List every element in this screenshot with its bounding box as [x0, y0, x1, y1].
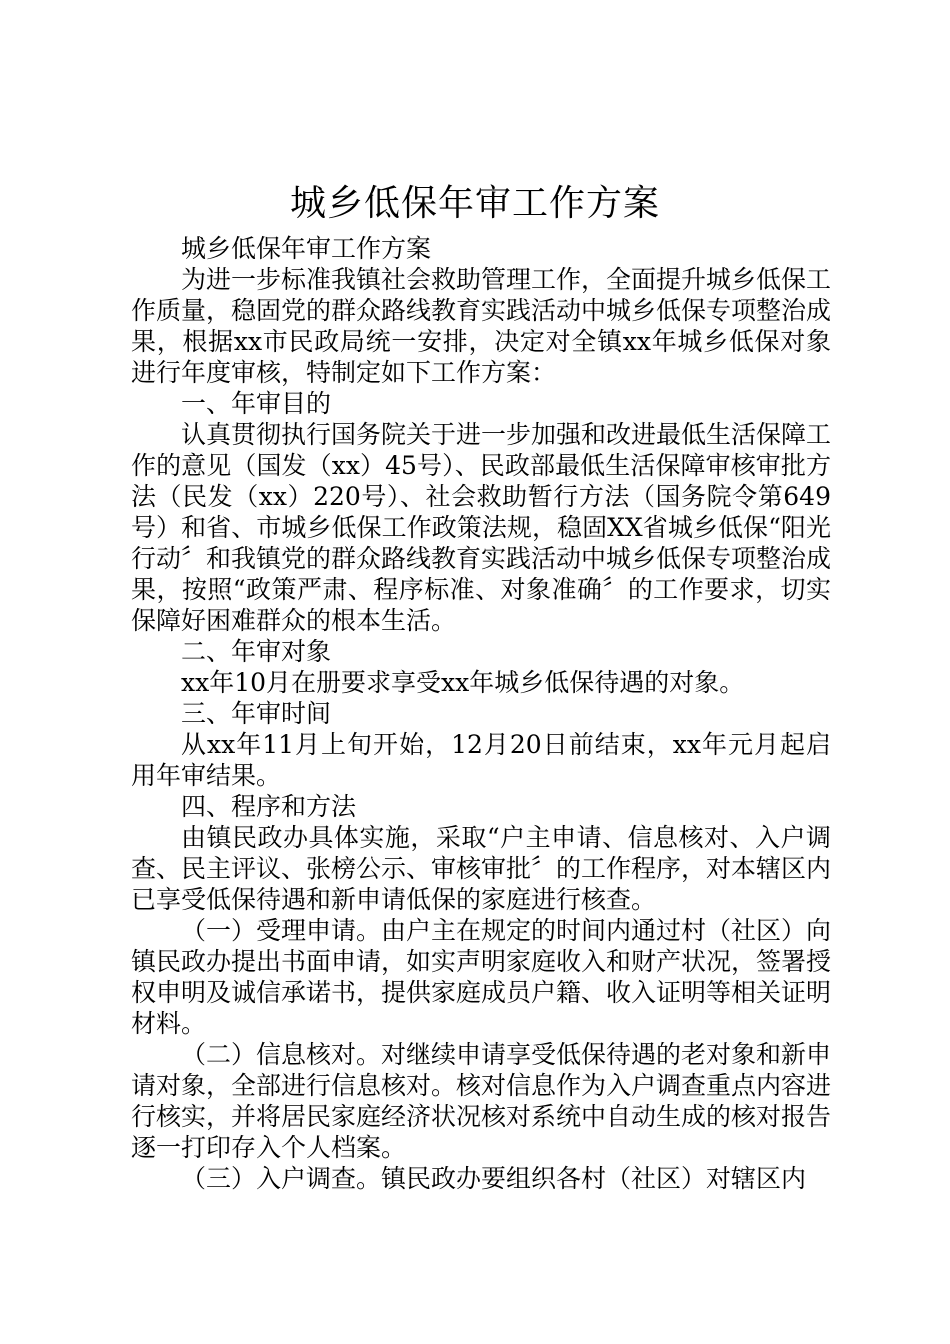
paragraph-intro: 为进一步标准我镇社会救助管理工作，全面提升城乡低保工作质量，稳固党的群众路线教育实践活动中城乡低保专项整治成果，根据xx市民政局统一安排，决定对全镇xx年城乡低保对象进行年度审核，特制定如下工作方案：: [131, 265, 832, 387]
paragraph-time: 从xx年11月上旬开始，12月20日前结束，xx年元月起启用年审结果。: [131, 730, 831, 790]
paragraph-target: xx年10月在册要求享受xx年城乡低保待遇的对象。: [181, 668, 745, 697]
paragraph-step-2: （二）信息核对。对继续申请享受低保待遇的老对象和新申请对象，全部进行信息核对。核对信息作为入户调查重点内容进行核实，并将居民家庭经济状况核对系统中自动生成的核对报告逐一打印存入个人档案。: [131, 1040, 832, 1162]
paragraph-procedure: 由镇民政办具体实施，采取“户主申请、信息核对、入户调查、民主评议、张榜公示、审核审批〞的工作程序，对本辖区内已享受低保待遇和新申请低保的家庭进行核查。: [131, 823, 832, 914]
section-heading-purpose: 一、年审目的: [181, 389, 332, 418]
section-heading-target: 二、年审对象: [181, 637, 332, 666]
document-body: [131, 233, 831, 1194]
section-heading-procedure: 四、程序和方法: [181, 792, 357, 821]
section-heading-time: 三、年审时间: [181, 699, 332, 728]
paragraph-step-3: （三）入户调查。镇民政办要组织各村（社区）对辖区内: [181, 1164, 807, 1193]
document-title: 城乡低保年审工作方案: [289, 183, 660, 224]
paragraph-purpose: 认真贯彻执行国务院关于进一步加强和改进最低生活保障工作的意见（国发（xx）45号）、民政部最低生活保障审核审批方法（民发（xx）220号）、社会救助暂行方法（国务院令第649号）和省、市城乡低保工作政策法规，稳固XX省城乡低保“阳光行动〞和我镇党的群众路线教育实践活动中城乡低保专项整治成果，按照“政策严肃、程序标准、对象准确〞的工作要求，切实保障好困难群众的根本生活。: [131, 420, 832, 635]
paragraph-subtitle: 城乡低保年审工作方案: [181, 234, 432, 263]
paragraph-step-1: （一）受理申请。由户主在规定的时间内通过村（社区）向镇民政办提出书面申请，如实声明家庭收入和财产状况，签署授权申明及诚信承诺书，提供家庭成员户籍、收入证明等相关证明材料。: [131, 916, 832, 1038]
